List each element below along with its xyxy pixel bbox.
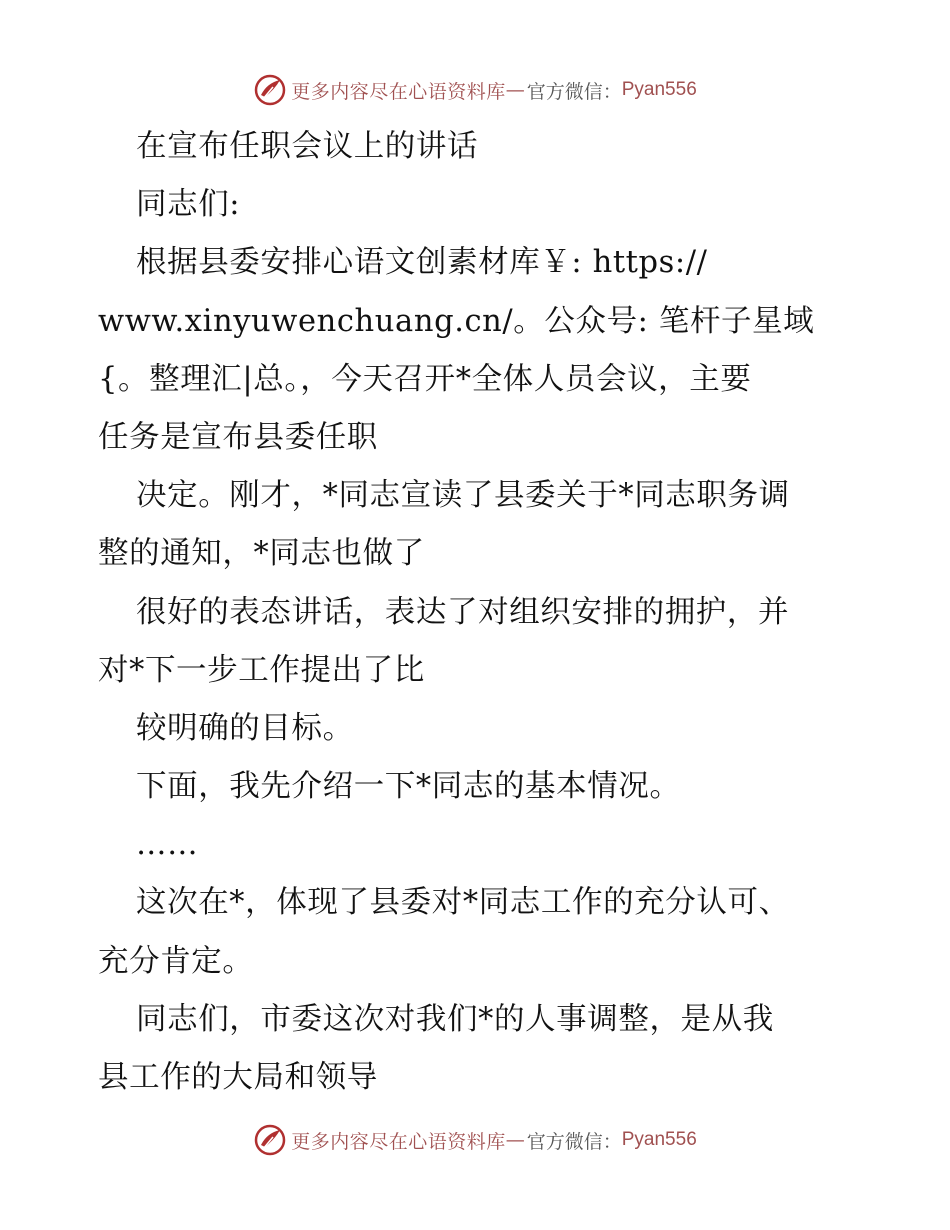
banner-separator: —	[505, 1129, 525, 1151]
text-line: 整的通知，*同志也做了	[98, 536, 425, 572]
banner-separator: —	[505, 79, 525, 101]
text-line: 较明确的目标。	[136, 710, 354, 746]
banner-wechat-label: 官方微信：	[526, 1130, 622, 1153]
footer-banner	[0, 1118, 950, 1162]
banner-wechat-id: Pyan556	[621, 1129, 697, 1150]
text-line: 对*下一步工作提出了比	[98, 652, 425, 688]
banner-wechat-id: Pyan556	[621, 79, 697, 100]
text-line: ……	[136, 827, 199, 863]
text-line: 在宣布任职会议上的讲话	[136, 129, 479, 164]
text-line: 下面，我先介绍一下*同志的基本情况。	[136, 769, 681, 805]
quill-logo-icon	[253, 73, 287, 107]
text-line: www.xinyuwenchuang.cn/。公众号: 笔杆子星域	[98, 303, 815, 339]
text-line: 同志们，市委这次对我们*的人事调整，是从我	[136, 1001, 774, 1037]
text-line: 很好的表态讲话，表达了对组织安排的拥护，并	[136, 594, 790, 630]
text-line: 同志们:	[136, 187, 241, 223]
text-line: 根据县委安排心语文创素材库￥: https://	[136, 245, 708, 281]
text-line: 决定。刚才，*同志宣读了县委关于*同志职务调	[136, 478, 790, 514]
banner-wechat-label: 官方微信：	[526, 80, 622, 103]
banner-site-text: 更多内容尽在心语资料库	[291, 80, 506, 103]
banner-site-text: 更多内容尽在心语资料库	[291, 1130, 506, 1153]
text-line: 县工作的大局和领导	[98, 1060, 378, 1095]
quill-logo-icon	[253, 1123, 287, 1157]
text-line: 充分肯定。	[98, 943, 254, 979]
text-line: {。整理汇|总。，今天召开*全体人员会议，主要	[98, 361, 752, 397]
document-body	[98, 118, 858, 1107]
text-line: 任务是宣布县委任职	[98, 419, 378, 455]
header-banner	[0, 68, 950, 112]
text-line: 这次在*，体现了县委对*同志工作的充分认可、	[136, 885, 790, 921]
